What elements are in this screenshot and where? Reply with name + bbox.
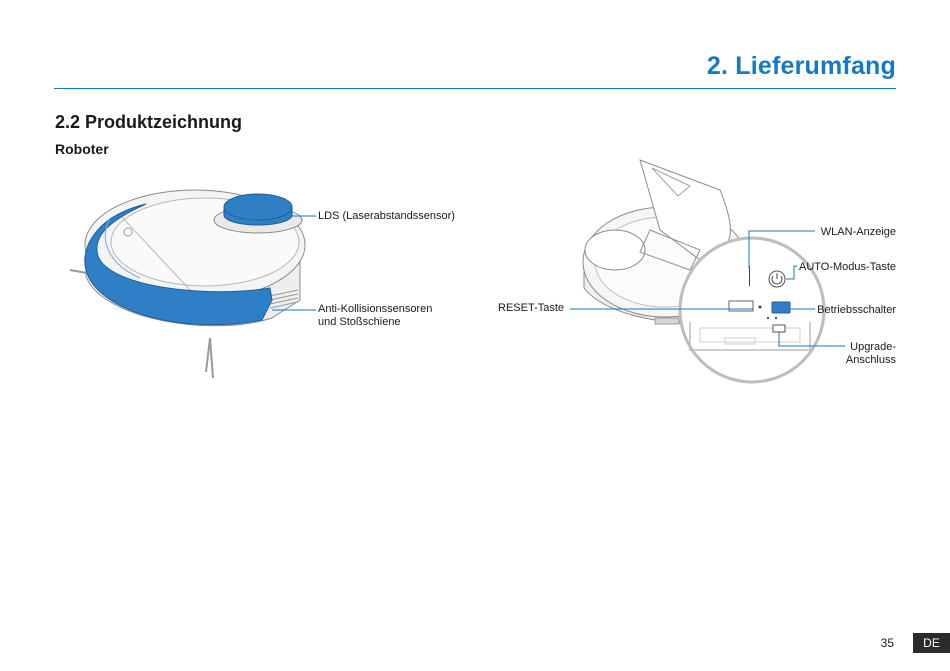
page-number: 35: [880, 636, 894, 650]
section-title: 2.2 Produktzeichnung: [55, 112, 243, 132]
robot-left-illustration: [70, 190, 316, 378]
label-upgrade-line2: Anschluss: [845, 354, 896, 366]
power-switch-icon: [772, 302, 790, 313]
side-brush-icon: [206, 338, 213, 378]
label-upgrade-line1: Upgrade-: [850, 341, 896, 353]
label-bumper-line2: und Stoßschiene: [318, 316, 401, 328]
label-power-switch: Betriebsschalter: [817, 304, 896, 316]
lds-sensor-highlight: [224, 194, 292, 220]
label-reset: RESET-Taste: [498, 302, 565, 314]
language-badge: DE: [913, 633, 950, 653]
label-wlan: WLAN-Anzeige: [820, 226, 896, 238]
upgrade-port-icon: [773, 325, 785, 332]
label-auto-mode: AUTO-Modus-Taste: [799, 261, 896, 273]
label-bumper-line1: Anti-Kollisionssensoren: [318, 303, 433, 315]
chapter-title: 2. Lieferumfang: [706, 52, 896, 80]
label-lds: LDS (Laserabstandssensor): [318, 210, 455, 222]
subsection-title: Roboter: [55, 141, 109, 157]
